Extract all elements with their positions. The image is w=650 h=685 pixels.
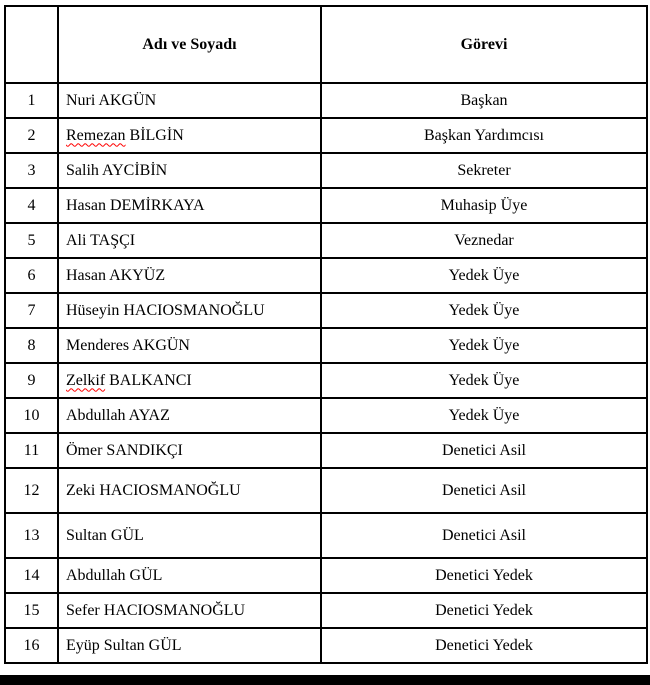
table-body [5, 83, 647, 663]
misspelled-word: Remezan [66, 126, 126, 144]
table-row [5, 293, 647, 328]
row-number-cell: 6 [5, 258, 58, 293]
name-text: Eyüp Sultan GÜL [66, 636, 182, 654]
header-cell-name: Adı ve Soyadı [58, 6, 321, 83]
role-cell: Denetici Asil [321, 433, 647, 468]
table-row [5, 363, 647, 398]
name-cell [58, 593, 321, 628]
name-cell [58, 188, 321, 223]
table-row [5, 628, 647, 663]
row-number-cell: 1 [5, 83, 58, 118]
table-row [5, 258, 647, 293]
table-row [5, 188, 647, 223]
name-cell [58, 293, 321, 328]
name-text: Zeki HACIOSMANOĞLU [66, 481, 241, 499]
bottom-black-bar [0, 675, 650, 685]
role-cell: Yedek Üye [321, 328, 647, 363]
name-text: BİLGİN [125, 126, 184, 144]
table-header [5, 6, 647, 83]
table-row [5, 328, 647, 363]
row-number-cell: 14 [5, 558, 58, 593]
table-row [5, 118, 647, 153]
name-text: Hasan AKYÜZ [66, 266, 166, 284]
row-number-cell: 12 [5, 468, 58, 513]
row-number-cell: 2 [5, 118, 58, 153]
name-text: Hasan DEMİRKAYA [66, 196, 205, 214]
name-cell [58, 363, 321, 398]
role-cell: Denetici Yedek [321, 593, 647, 628]
row-number-cell: 7 [5, 293, 58, 328]
header-cell-role: Görevi [321, 6, 647, 83]
misspelled-word: Zelkif [66, 371, 106, 389]
name-cell [58, 83, 321, 118]
row-number-cell: 9 [5, 363, 58, 398]
name-cell [58, 258, 321, 293]
name-cell [58, 433, 321, 468]
name-cell [58, 223, 321, 258]
name-cell [58, 628, 321, 663]
table-row [5, 223, 647, 258]
role-cell: Muhasip Üye [321, 188, 647, 223]
role-cell: Denetici Asil [321, 468, 647, 513]
name-text: Sefer HACIOSMANOĞLU [66, 601, 246, 619]
table-row [5, 433, 647, 468]
role-cell: Denetici Asil [321, 513, 647, 558]
name-cell [58, 468, 321, 513]
role-cell: Denetici Yedek [321, 558, 647, 593]
row-number-cell: 13 [5, 513, 58, 558]
name-text: Ali TAŞÇI [66, 231, 136, 249]
table-row [5, 513, 647, 558]
name-text: Ömer SANDIKÇI [66, 441, 183, 459]
name-text: Hüseyin HACIOSMANOĞLU [66, 301, 265, 319]
table-row [5, 398, 647, 433]
name-text: Abdullah GÜL [66, 566, 163, 584]
role-cell: Denetici Yedek [321, 628, 647, 663]
role-cell: Yedek Üye [321, 293, 647, 328]
role-cell: Sekreter [321, 153, 647, 188]
row-number-cell: 16 [5, 628, 58, 663]
row-number-cell: 15 [5, 593, 58, 628]
name-text: Menderes AKGÜN [66, 336, 190, 354]
header-row [5, 6, 647, 83]
table-row [5, 593, 647, 628]
name-text: Sultan GÜL [66, 526, 144, 544]
name-cell [58, 558, 321, 593]
role-cell: Yedek Üye [321, 363, 647, 398]
row-number-cell: 3 [5, 153, 58, 188]
name-cell [58, 328, 321, 363]
row-number-cell: 11 [5, 433, 58, 468]
name-cell [58, 153, 321, 188]
row-number-cell: 5 [5, 223, 58, 258]
name-cell [58, 513, 321, 558]
role-cell: Yedek Üye [321, 258, 647, 293]
header-cell-no [5, 6, 58, 83]
row-number-cell: 8 [5, 328, 58, 363]
name-text: Salih AYCİBİN [66, 161, 168, 179]
role-cell: Veznedar [321, 223, 647, 258]
table-row [5, 468, 647, 513]
table-row [5, 558, 647, 593]
table-row [5, 153, 647, 188]
name-cell [58, 398, 321, 433]
name-text: Abdullah AYAZ [66, 406, 170, 424]
name-text: Nuri AKGÜN [66, 91, 157, 109]
row-number-cell: 4 [5, 188, 58, 223]
name-text: BALKANCI [105, 371, 192, 389]
table-row [5, 83, 647, 118]
row-number-cell: 10 [5, 398, 58, 433]
role-cell: Başkan [321, 83, 647, 118]
members-table [4, 5, 648, 664]
role-cell: Başkan Yardımcısı [321, 118, 647, 153]
role-cell: Yedek Üye [321, 398, 647, 433]
name-cell [58, 118, 321, 153]
